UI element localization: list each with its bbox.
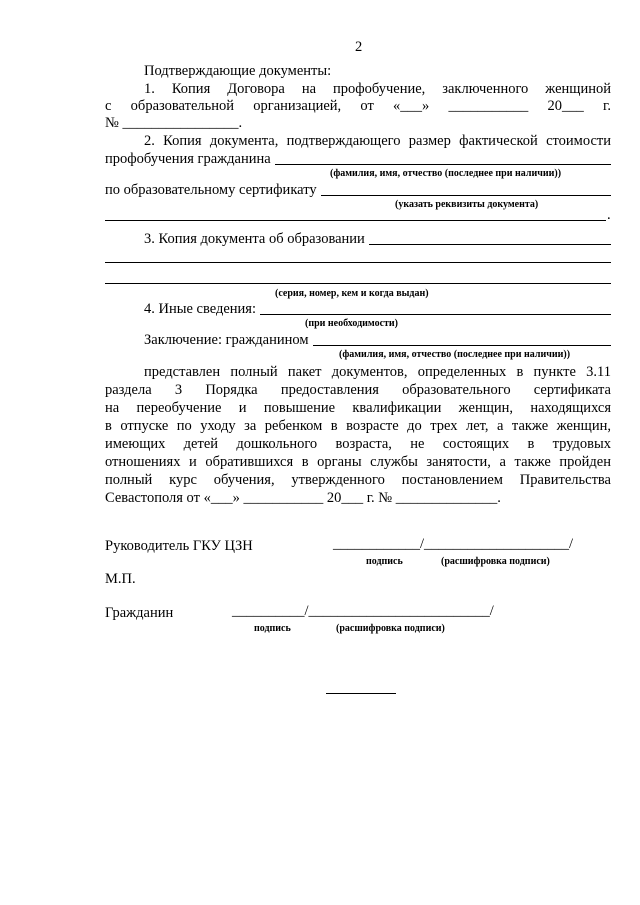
item2-line2 (105, 150, 611, 168)
conclusion-line-7: полный курс обучения, утвержденного постановлением Правительства (105, 472, 611, 488)
head-signature-fields: ____________/____________________/ (333, 536, 574, 552)
citizen-hint-sign: подпись (254, 623, 291, 634)
head-label: Руководитель ГКУ ЦЗН (105, 538, 253, 554)
citizen-signature-fields: __________/_________________________/ (232, 603, 494, 619)
conclusion-line-1: представлен полный пакет документов, определенных в пункте 3.11 (144, 364, 611, 380)
item2-hint1: (фамилия, имя, отчество (последнее при наличии)) (330, 168, 562, 179)
stamp-label: М.П. (105, 571, 136, 587)
conclusion-line-4: в отпуске по уходу за ребенком в возрасте до трех лет, а также женщин, (105, 418, 611, 434)
item3-line1-text: 3. Копия документа об образовании (144, 231, 365, 247)
item2-continuation-line (105, 220, 606, 221)
heading: Подтверждающие документы: (144, 63, 332, 79)
item2-fio-field (275, 164, 611, 165)
item2-line2-text: профобучения гражданина (105, 151, 271, 167)
citizen-label: Гражданин (105, 605, 174, 621)
conclusion-fio-field (313, 345, 612, 346)
conclusion-line-6: отношениях и обратившихся в органы службы занятости, а также пройден (105, 454, 611, 470)
item4-line1 (144, 300, 611, 318)
item2-certificate-field (321, 195, 611, 196)
item1-line2: с образовательной организацией, от «___» ___________ 20___ г. (105, 98, 611, 114)
item1-line1: 1. Копия Договора на профобучение, заключенного женщиной (144, 81, 611, 97)
item2-hint2: (указать реквизиты документа) (395, 199, 539, 210)
item4-hint: (при необходимости) (305, 318, 399, 329)
closing-separator (326, 693, 396, 694)
item2-line1: 2. Копия документа, подтверждающего размер фактической стоимости (144, 133, 611, 149)
conclusion-label (144, 331, 611, 349)
item2-line3-text: по образовательному сертификату (105, 182, 317, 198)
head-hint-sign: подпись (366, 556, 403, 567)
conclusion-line-3: на переобучение и повышение квалификации женщин, находящихся (105, 400, 611, 416)
conclusion-line-5: имеющих детей дошкольного возраста, не состоящих в трудовых (105, 436, 611, 452)
item3-hint: (серия, номер, кем и когда выдан) (275, 288, 429, 299)
conclusion-hint: (фамилия, имя, отчество (последнее при наличии)) (339, 349, 571, 360)
item4-line1-text: 4. Иные сведения: (144, 301, 257, 317)
conclusion-label-text: Заключение: гражданином (144, 332, 309, 348)
item1-line3: № ________________. (105, 115, 243, 131)
head-hint-decode: (расшифровка подписи) (441, 556, 550, 567)
item2-period: . (607, 207, 611, 223)
conclusion-last-line: Севастополя от «___» ___________ 20___ г. № ______________. (105, 490, 501, 506)
item4-field (260, 314, 611, 315)
item2-line3 (105, 181, 611, 199)
item3-line3 (105, 283, 611, 284)
item3-line2 (105, 262, 611, 263)
citizen-hint-decode: (расшифровка подписи) (336, 623, 445, 634)
page-number: 2 (355, 39, 363, 55)
item3-line1 (144, 230, 611, 248)
conclusion-line-2: раздела 3 Порядка предоставления образовательного сертификата (105, 382, 611, 398)
item3-field (369, 244, 611, 245)
